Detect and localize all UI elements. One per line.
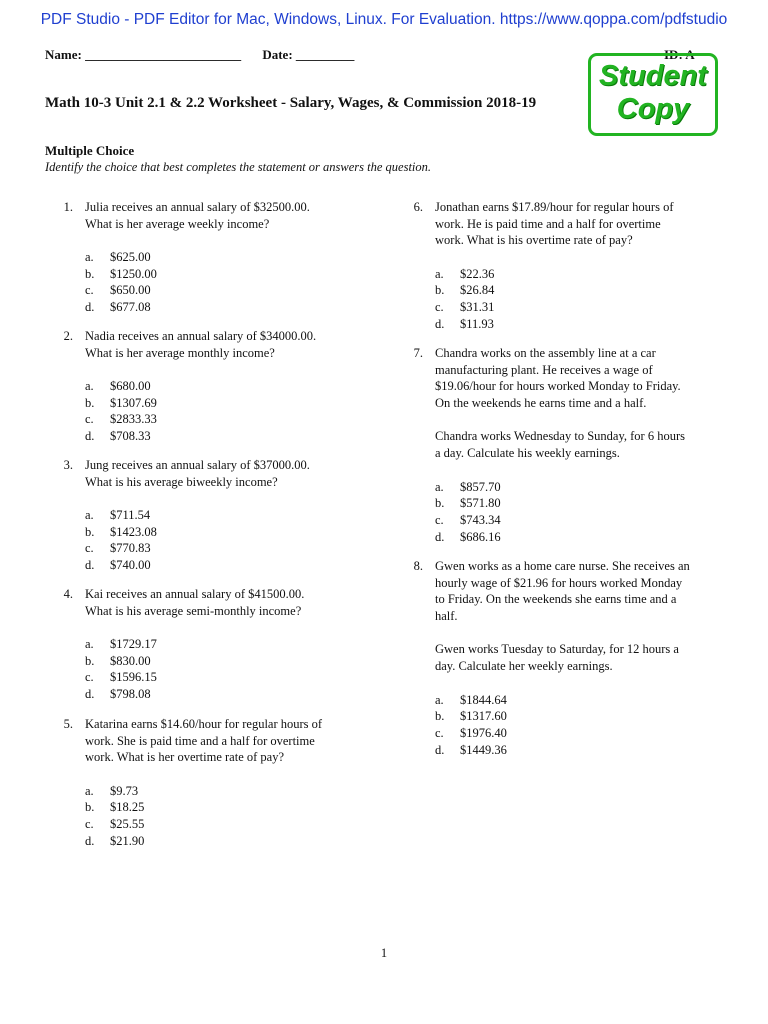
question-stem: Nadia receives an annual salary of $34000.00. What is her average monthly income?: [85, 329, 317, 360]
choice-letter: c.: [435, 300, 444, 315]
answer-choice: [85, 686, 157, 703]
choice-letter: a.: [435, 692, 444, 707]
answer-choices: [85, 249, 157, 316]
answer-choice: [85, 653, 157, 670]
choice-value: $680.00: [110, 379, 151, 394]
evaluation-banner[interactable]: PDF Studio - PDF Editor for Mac, Windows, Linux. For Evaluation. https://www.qoppa.com/pdfstudio: [40, 11, 728, 28]
date-label: Date: _________: [262, 47, 355, 62]
choice-value: $2833.33: [110, 412, 157, 427]
answer-choice: [85, 816, 144, 833]
question-stem: Kai receives an annual salary of $41500.00. What is his average semi-monthly income?: [85, 587, 305, 618]
answer-choices: [85, 783, 144, 850]
answer-choice: [85, 507, 157, 524]
name-date-row: [45, 47, 372, 63]
choice-letter: c.: [85, 283, 94, 298]
choice-letter: d.: [85, 300, 95, 315]
choice-value: $830.00: [110, 653, 151, 668]
question-stem: Jung receives an annual salary of $37000.00. What is his average biweekly income?: [85, 458, 310, 489]
answer-choice: [435, 266, 494, 283]
choice-letter: c.: [85, 670, 94, 685]
answer-choice: [435, 708, 507, 725]
choice-value: $1307.69: [110, 395, 157, 410]
answer-choice: [85, 783, 144, 800]
choice-value: $31.31: [460, 300, 495, 315]
choice-value: $798.08: [110, 687, 151, 702]
answer-choice: [85, 428, 157, 445]
answer-choice: [85, 395, 157, 412]
answer-choice: [85, 378, 157, 395]
question-number: 2.: [63, 329, 73, 343]
question-stem: Chandra works on the assembly line at a car manufacturing plant. He receives a wage of $19.06/hour for hours worked Monday to Friday. On the weekends he earns time and a half. Chandra works Wednesday to Sunday, for 6 hours a day. Calculate his weekly earnings.: [435, 346, 685, 461]
choice-letter: c.: [85, 541, 94, 556]
answer-choice: [435, 282, 494, 299]
choice-letter: a.: [435, 266, 444, 281]
answer-choices: [85, 507, 157, 574]
choice-value: $11.93: [460, 316, 494, 331]
choice-letter: a.: [85, 250, 94, 265]
answer-choice: [435, 692, 507, 709]
question-number: 4.: [63, 587, 73, 601]
choice-letter: b.: [435, 283, 445, 298]
choice-letter: c.: [435, 512, 444, 527]
question-number: 6.: [413, 200, 423, 214]
choice-value: $571.80: [460, 496, 501, 511]
choice-value: $1317.60: [460, 709, 507, 724]
answer-choice: [85, 249, 157, 266]
question-stem: Jonathan earns $17.89/hour for regular hours of work. He is paid time and a half for overtime work. What is his overtime rate of pay?: [435, 200, 674, 248]
choice-value: $650.00: [110, 283, 151, 298]
choice-value: $686.16: [460, 529, 501, 544]
answer-choices: [85, 636, 157, 703]
answer-choice: [85, 524, 157, 541]
question-stem: Julia receives an annual salary of $32500.00. What is her average weekly income?: [85, 200, 310, 231]
answer-choice: [85, 833, 144, 850]
choice-letter: b.: [85, 800, 95, 815]
student-copy-stamp: [588, 53, 718, 136]
choice-letter: a.: [85, 637, 94, 652]
answer-choice: [435, 299, 494, 316]
answer-choice: [435, 495, 501, 512]
answer-choice: [435, 316, 494, 333]
answer-choice: [85, 540, 157, 557]
question-stem: Gwen works as a home care nurse. She receives an hourly wage of $21.96 for hours worked Monday to Friday. On the weekends she earns time and a half. Gwen works Tuesday to Saturday, for 12 hours a day. Calculate her weekly earnings.: [435, 559, 690, 674]
choice-value: $9.73: [110, 783, 139, 798]
choice-letter: a.: [85, 508, 94, 523]
choice-value: $21.90: [110, 833, 145, 848]
question-number: 1.: [63, 200, 73, 214]
choice-letter: b.: [85, 266, 95, 281]
answer-choices: [85, 378, 157, 445]
choice-value: $1976.40: [460, 725, 507, 740]
answer-choice: [85, 411, 157, 428]
choice-value: $625.00: [110, 250, 151, 265]
choice-value: $743.34: [460, 512, 501, 527]
choice-value: $26.84: [460, 283, 495, 298]
choice-letter: d.: [85, 833, 95, 848]
answer-choice: [85, 299, 157, 316]
answer-choice: [435, 742, 507, 759]
choice-letter: d.: [435, 742, 445, 757]
choice-letter: d.: [85, 429, 95, 444]
answer-choices: [435, 479, 501, 546]
worksheet-title: Math 10-3 Unit 2.1 & 2.2 Worksheet - Salary, Wages, & Commission 2018-19: [45, 95, 537, 111]
choice-letter: b.: [85, 524, 95, 539]
choice-letter: d.: [85, 687, 95, 702]
answer-choice: [85, 266, 157, 283]
choice-value: $708.33: [110, 429, 151, 444]
choice-value: $1729.17: [110, 637, 157, 652]
question-number: 8.: [413, 559, 423, 573]
choice-value: $18.25: [110, 800, 145, 815]
choice-letter: b.: [85, 653, 95, 668]
choice-value: $1449.36: [460, 742, 507, 757]
question-stem: Katarina earns $14.60/hour for regular hours of work. She is paid time and a half for overtime work. What is her overtime rate of pay?: [85, 717, 323, 765]
choice-value: $770.83: [110, 541, 151, 556]
choice-value: $1596.15: [110, 670, 157, 685]
choice-letter: c.: [85, 412, 94, 427]
choice-letter: d.: [435, 529, 445, 544]
choice-letter: b.: [435, 496, 445, 511]
question-number: 7.: [413, 346, 423, 360]
answer-choices: [435, 692, 507, 759]
instructions: Identify the choice that best completes the statement or answers the question.: [45, 160, 432, 174]
choice-value: $1423.08: [110, 524, 157, 539]
choice-value: $1844.64: [460, 692, 507, 707]
question-number: 3.: [63, 458, 73, 472]
page-number: 1: [380, 946, 388, 960]
stamp-line-1: Student: [599, 60, 707, 92]
choice-value: $25.55: [110, 817, 145, 832]
choice-letter: c.: [435, 725, 444, 740]
choice-letter: c.: [85, 817, 94, 832]
choice-letter: d.: [435, 316, 445, 331]
answer-choice: [85, 282, 157, 299]
choice-letter: a.: [435, 479, 444, 494]
answer-choice: [435, 479, 501, 496]
choice-letter: b.: [435, 709, 445, 724]
answer-choice: [435, 725, 507, 742]
answer-choices: [435, 266, 494, 333]
choice-value: $22.36: [460, 266, 495, 281]
answer-choice: [435, 529, 501, 546]
name-label: Name: ________________________: [45, 47, 242, 62]
choice-letter: d.: [85, 558, 95, 573]
choice-value: $1250.00: [110, 266, 157, 281]
stamp-line-2: Copy: [616, 93, 690, 125]
answer-choice: [435, 512, 501, 529]
answer-choice: [85, 669, 157, 686]
choice-value: $857.70: [460, 479, 501, 494]
choice-value: $740.00: [110, 558, 151, 573]
answer-choice: [85, 799, 144, 816]
choice-value: $677.08: [110, 300, 151, 315]
choice-letter: a.: [85, 783, 94, 798]
answer-choice: [85, 557, 157, 574]
choice-letter: a.: [85, 379, 94, 394]
choice-value: $711.54: [110, 508, 151, 523]
question-number: 5.: [63, 717, 73, 731]
id-label: ID: A: [664, 47, 695, 62]
answer-choice: [85, 636, 157, 653]
choice-letter: b.: [85, 395, 95, 410]
section-heading: Multiple Choice: [45, 143, 135, 158]
